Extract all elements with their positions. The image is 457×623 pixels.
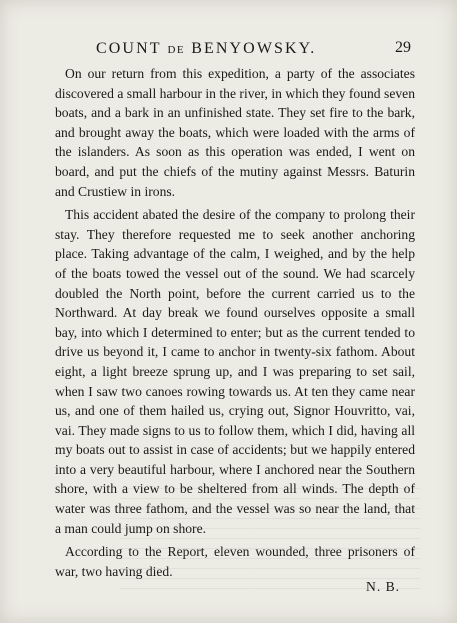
page-number: 29 (395, 39, 411, 56)
paragraph-expedition: On our return from this expedition, a party of the associates discovered a small harbour in the river, in which they found seven boats, and a bark in an unfinished state. They set fire to the bark, and brought away the boats, which were loaded with the arms of the islanders. As soon as this operation was ended, I went on board, and put the chiefs of the mutiny against Messrs. Baturin and Crustiew in irons. (55, 66, 415, 199)
running-head-name: BENYOWSKY. (191, 40, 317, 57)
catchword: N. B. (366, 579, 401, 594)
running-head (96, 40, 316, 58)
running-head-count: COUNT (96, 40, 162, 57)
running-head-de: DE (167, 44, 186, 56)
paragraph-report: According to the Report, eleven wounded, three prisoners of war, two having died. (55, 544, 415, 579)
body-text (55, 64, 415, 581)
paragraph-anchoring: This accident abated the desire of the company to prolong their stay. They therefore requested me to seek another anchoring place. Taking advantage of the calm, I weighed, and by the help of the boats towed the vessel out of the sound. We had scarcely doubled the North point, before the current carried us to the Northward. At day break we found ourselves opposite a small bay, into which I determined to enter; but as the current tended to drive us beyond it, I came to anchor in twenty-six fathom. About eight, a light breeze sprung up, and I was preparing to set sail, when I saw two canoes rowing towards us. At ten they came near us, and one of them hailed us, crying out, Signor Houvritto, vai, vai. They made signs to us to follow them, which I did, having all my boats out to assist in case of accidents; but we happily entered into a very beautiful harbour, where I anchored near the Southern shore, with a view to be sheltered from all winds. The depth of water was three fathom, and the vessel was so near the land, that a man could jump on shore. (55, 207, 415, 536)
page-header (0, 38, 457, 60)
